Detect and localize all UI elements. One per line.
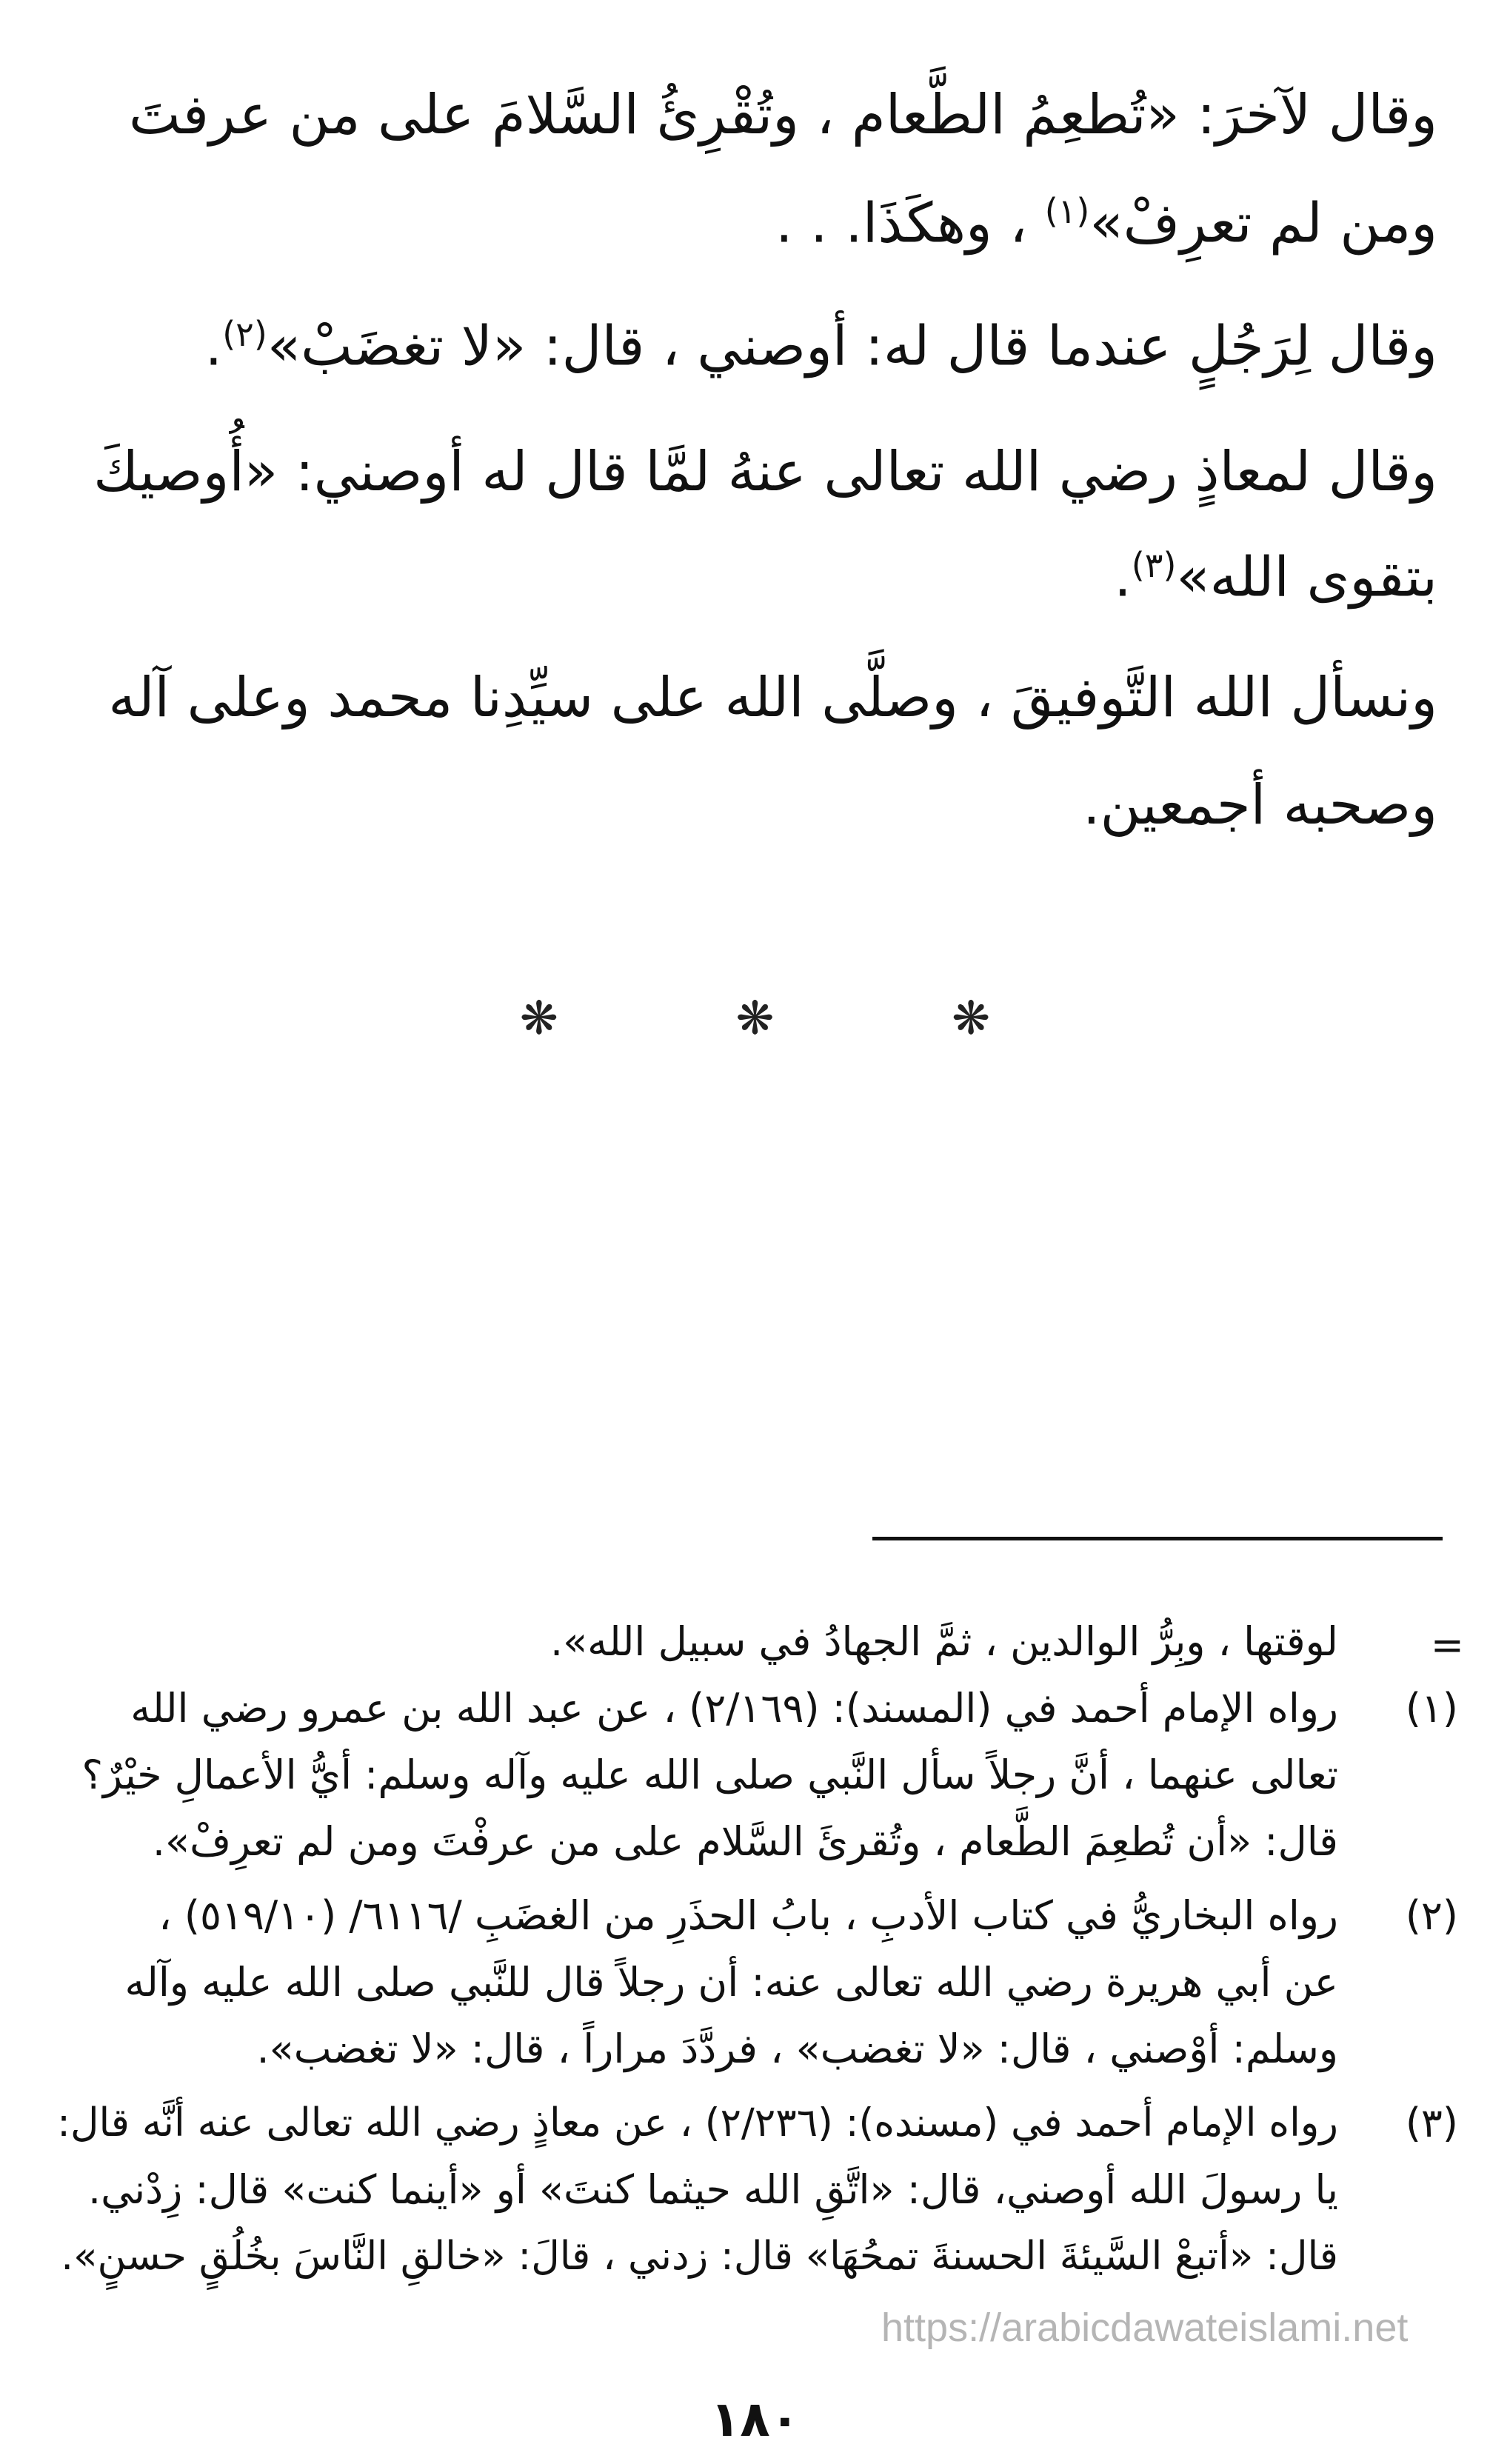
- main-text: وصحبه أجمعين.: [1083, 773, 1437, 837]
- footnote-1-line-2: تعالى عنهما ، أنَّ رجلاً سأل النَّبي صلى الله عليه وآله وسلم: أيُّ الأعمالِ خيْرٌ؟: [81, 1752, 1338, 1798]
- footnote-ref-2: (٢): [222, 314, 267, 354]
- main-paragraph-3-line-1: [93, 440, 1437, 504]
- main-text: وقال لِرَجُلٍ عندما قال له: أوصني ، قال: «لا تغضَبْ»: [267, 314, 1437, 378]
- footnote-1-line-3: قال: «أن تُطعِمَ الطَّعام ، وتُقرئَ السَّلام على من عرفْتَ ومن لم تعرِفْ».: [152, 1818, 1338, 1865]
- main-paragraph-4-line-2: [1083, 773, 1437, 837]
- main-text: .: [204, 314, 223, 378]
- section-separator: ❋ ❋ ❋: [519, 991, 1072, 1045]
- main-text: وقال لآخرَ: «تُطعِمُ الطَّعام ، وتُقْرِئُ السَّلامَ على من عرفتَ: [128, 83, 1437, 147]
- footnote-3-line-1: رواه الإمام أحمد في (مسنده): (٢/٢٣٦) ، عن معاذٍ رضي الله تعالى عنه أنَّه قال:: [57, 2100, 1338, 2146]
- footnote-number-2: (٢): [1405, 1892, 1458, 1939]
- footnote-number-3: (٣): [1405, 2100, 1458, 2146]
- main-text: ونسأل الله التَّوفيقَ ، وصلَّى الله على سيِّدِنا محمد وعلى آله: [108, 666, 1437, 729]
- footnote-ref-1: (١): [1044, 191, 1090, 231]
- footnote-2-line-1: رواه البخاريُّ في كتاب الأدبِ ، بابُ الحذَرِ من الغضَبِ /٦١١٦/ (٥١٩/١٠) ،: [158, 1892, 1338, 1939]
- footnote-3-line-3: قال: «أتبعْ السَّيئةَ الحسنةَ تمحُهَا» قال: زدني ، قالَ: «خالقِ النَّاسَ بخُلُقٍ حسنٍ».: [61, 2234, 1338, 2279]
- footnote-continuation-mark: =: [1430, 1622, 1464, 1669]
- page-number: ١٨٠: [710, 2391, 800, 2448]
- main-text: بتقوى الله»: [1176, 545, 1437, 610]
- footnote-1-line-1: رواه الإمام أحمد في (المسند): (٢/١٦٩) ، عن عبد الله بن عمرو رضي الله: [130, 1685, 1338, 1732]
- footnote-number-1: (١): [1405, 1685, 1458, 1732]
- watermark-url: https://arabicdawateislami.net: [881, 2306, 1409, 2350]
- footnote-2-line-2: عن أبي هريرة رضي الله تعالى عنه: أن رجلاً قال للنَّبي صلى الله عليه وآله: [124, 1959, 1338, 2006]
- footnote-divider: [872, 1537, 1443, 1540]
- footnote-3-line-2: يا رسولَ الله أوصني، قال: «اتَّقِ الله حيثما كنتَ» أو «أينما كنت» قال: زِدْني.: [87, 2166, 1338, 2213]
- footnote-continuation-text: لوقتها ، وبِرُّ الوالدين ، ثمَّ الجهادُ في سبيل الله».: [549, 1618, 1338, 1665]
- main-paragraph-1-line-1: [128, 83, 1437, 147]
- main-text: ، وهكَذَا. . .: [775, 191, 1045, 256]
- main-text: ومن لم تعرِفْ»: [1089, 191, 1437, 256]
- main-paragraph-4-line-1: [108, 666, 1437, 729]
- main-text: وقال لمعاذٍ رضي الله تعالى عنهُ لمَّا قال له أوصني: «أُوصيكَ: [93, 440, 1437, 504]
- footnote-2-line-3: وسلم: أوْصني ، قال: «لا تغضب» ، فردَّدَ مراراً ، قال: «لا تغضب».: [256, 2026, 1338, 2072]
- main-paragraph-2: [204, 314, 1437, 378]
- main-text: .: [1114, 545, 1132, 610]
- footnote-ref-3: (٣): [1131, 545, 1177, 585]
- main-paragraph-1-line-2: [775, 191, 1437, 256]
- main-paragraph-3-line-2: [1114, 545, 1437, 610]
